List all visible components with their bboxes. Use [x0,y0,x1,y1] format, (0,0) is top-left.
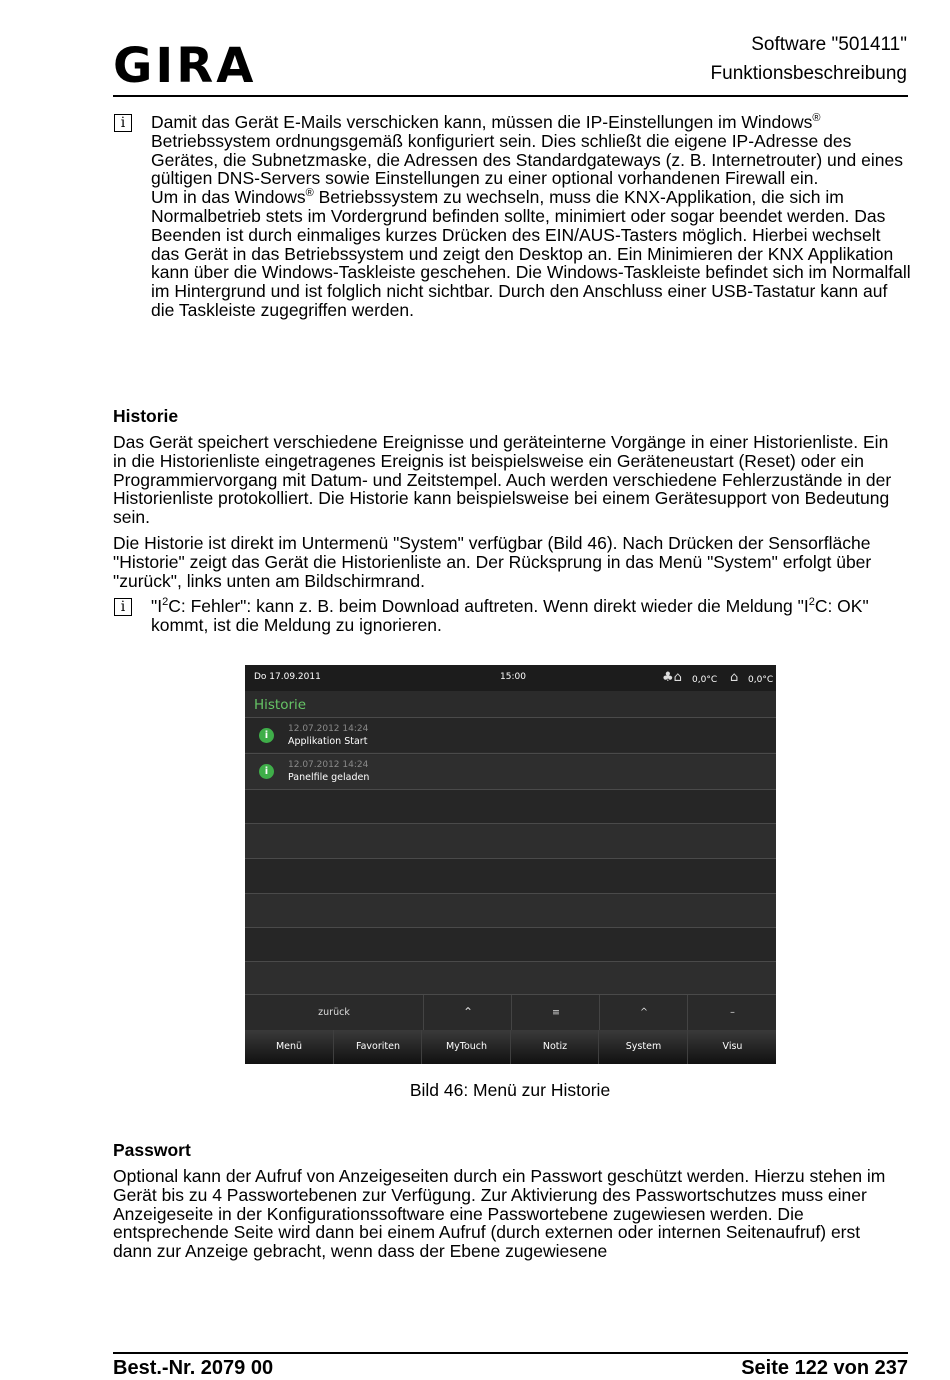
empty-row [245,824,776,858]
header-rule [113,95,908,97]
history-entry[interactable] [245,718,776,752]
scroll-up-icon[interactable]: ^ [599,995,688,1030]
header-software: Software "501411" [751,34,907,55]
historie-paragraph-2: Die Historie ist direkt im Untermenü "System" verfügbar (Bild 46). Nach Drücken der Sensorfläche "Historie" zeigt das Gerät die Historienliste an. Der Rücksprung in das Menü "System" erfolgt über "zurück", links unten am Bildschirmrand. [113,533,872,591]
note-text: Um in das Windows [151,187,306,208]
divider [245,753,776,754]
header-subtitle: Funktionsbeschreibung [710,63,907,84]
superscript: 2 [162,596,169,609]
bottom-nav [245,1030,776,1064]
note-text: Betriebssystem ordnungsgemäß konfiguriert sein. Dies schließt die eigene IP-Adresse des Gerätes, die Subnetzmaske, die Adressen des Standardgateways (z. B. Internetrouter) und eines gültigen DNS-Servers sowie Einstellungen zu einer optional vorhandenen Firewall ein. [151,130,903,189]
section-heading-passwort: Passwort [113,1140,191,1160]
order-number: Best.-Nr. 2079 00 [113,1357,274,1379]
info-icon: i [259,728,274,743]
screen-title: Historie [254,697,307,713]
entry-text: Panelfile geladen [288,772,370,783]
back-button[interactable]: zurück [318,1007,350,1018]
indoor-house-icon: ⌂ [730,670,739,685]
historie-paragraph-1: Das Gerät speichert verschiedene Ereignisse und geräteinterne Vorgänge in einer Historienliste. Ein in die Historienliste eingetragenes Ereignis ist beispielsweise ein Geräteneustart (Reset) oder ein Programmiervorgang mit Datum- und Zeitstempel. Auch werden verschiedene Fehlerzustände in der Historienliste protokolliert. Die Historie kann beispielsweise bei einem Gerätesupport von Bedeutung sein. [113,432,892,528]
status-bar [245,665,776,691]
note-text: Betriebssystem zu wechseln, muss die KNX-Applikation, die sich im Normalbetrieb stets im Vordergrund befinden sollte, minimiert oder sogar beendet werden. Das Beenden ist durch einmaliges kurzes Drücken des EIN/AUS-Tasters möglich. Hierbei wechselt das Gerät in das Betriebssystem und zeigt den Desktop an. Ein Minimieren der KNX Applikation kann über die Windows-Taskleiste geschehen. Die Windows-Taskleiste befindet sich im Normalfall im Hintergrund und ist folglich nicht sichtbar. Durch den Anschluss einer USB-Tastatur kann auf die Taskleiste zugegriffen werden. [151,187,911,320]
gira-logo: GIRA [113,38,257,94]
page-up-icon[interactable]: ⌃ [423,995,512,1030]
note-network-paragraph [151,113,911,320]
history-entry[interactable] [245,755,776,789]
action-bar [245,995,776,1030]
page-number: Seite 122 von 237 [741,1357,908,1379]
info-icon: i [259,764,274,779]
figure-caption: Bild 46: Menü zur Historie [409,1080,611,1100]
historie-note [151,597,896,635]
outdoor-temperature: 0,0°C [692,675,718,685]
status-time: 15:00 [500,672,526,682]
section-heading-historie: Historie [113,406,179,426]
superscript: 2 [808,596,815,609]
registered-mark: ® [812,112,821,125]
status-date: Do 17.09.2011 [254,672,321,682]
note-text: C: Fehler": kann z. B. beim Download auftreten. Wenn direkt wieder die Meldung "I [168,596,809,616]
entry-text: Applikation Start [288,736,368,747]
note-text: Damit das Gerät E-Mails verschicken kann, müssen die IP-Einstellungen im Windows [151,112,813,132]
registered-mark: ® [305,187,314,200]
empty-row [245,962,776,996]
indoor-temperature: 0,0°C [748,675,774,685]
minus-icon[interactable]: – [687,995,776,1030]
nav-notiz[interactable]: Notiz [510,1030,599,1064]
entry-date: 12.07.2012 14:24 [288,760,369,770]
entry-date: 12.07.2012 14:24 [288,724,369,734]
outdoor-weather-icon: ♣⌂ [662,670,682,685]
empty-row [245,859,776,893]
note-text: "I [151,596,163,616]
nav-mytouch[interactable]: MyTouch [421,1030,511,1064]
empty-row [245,790,776,824]
nav-favoriten[interactable]: Favoriten [333,1030,422,1064]
note-text: C: OK" kommt, ist die Meldung zu ignorieren. [151,596,869,635]
passwort-paragraph: Optional kann der Aufruf von Anzeigeseiten durch ein Passwort geschützt werden. Hierzu stehen im Gerät bis zu 4 Passwortebenen zur Verfügung. Zur Aktivierung des Passwortschutzes muss einer Anzeigeseite in der Konfigurationssoftware eine Passwortebene zugewiesen werden. Die entsprechende Seite wird dann bei einem Aufruf (durch externen oder internen Seitenaufruf) erst dann zur Anzeige gebracht, wenn dass der Ebene zugewiesene [113,1166,886,1262]
nav-visu[interactable]: Visu [687,1030,776,1064]
empty-row [245,894,776,928]
info-icon: i [114,598,132,616]
nav-system[interactable]: System [598,1030,688,1064]
footer-rule [113,1352,908,1354]
nav-menu[interactable]: Menü [275,1041,303,1052]
scroll-handle-icon[interactable]: ≡ [511,995,600,1030]
info-icon: i [114,114,132,132]
device-screenshot [245,665,776,1064]
empty-row [245,928,776,962]
